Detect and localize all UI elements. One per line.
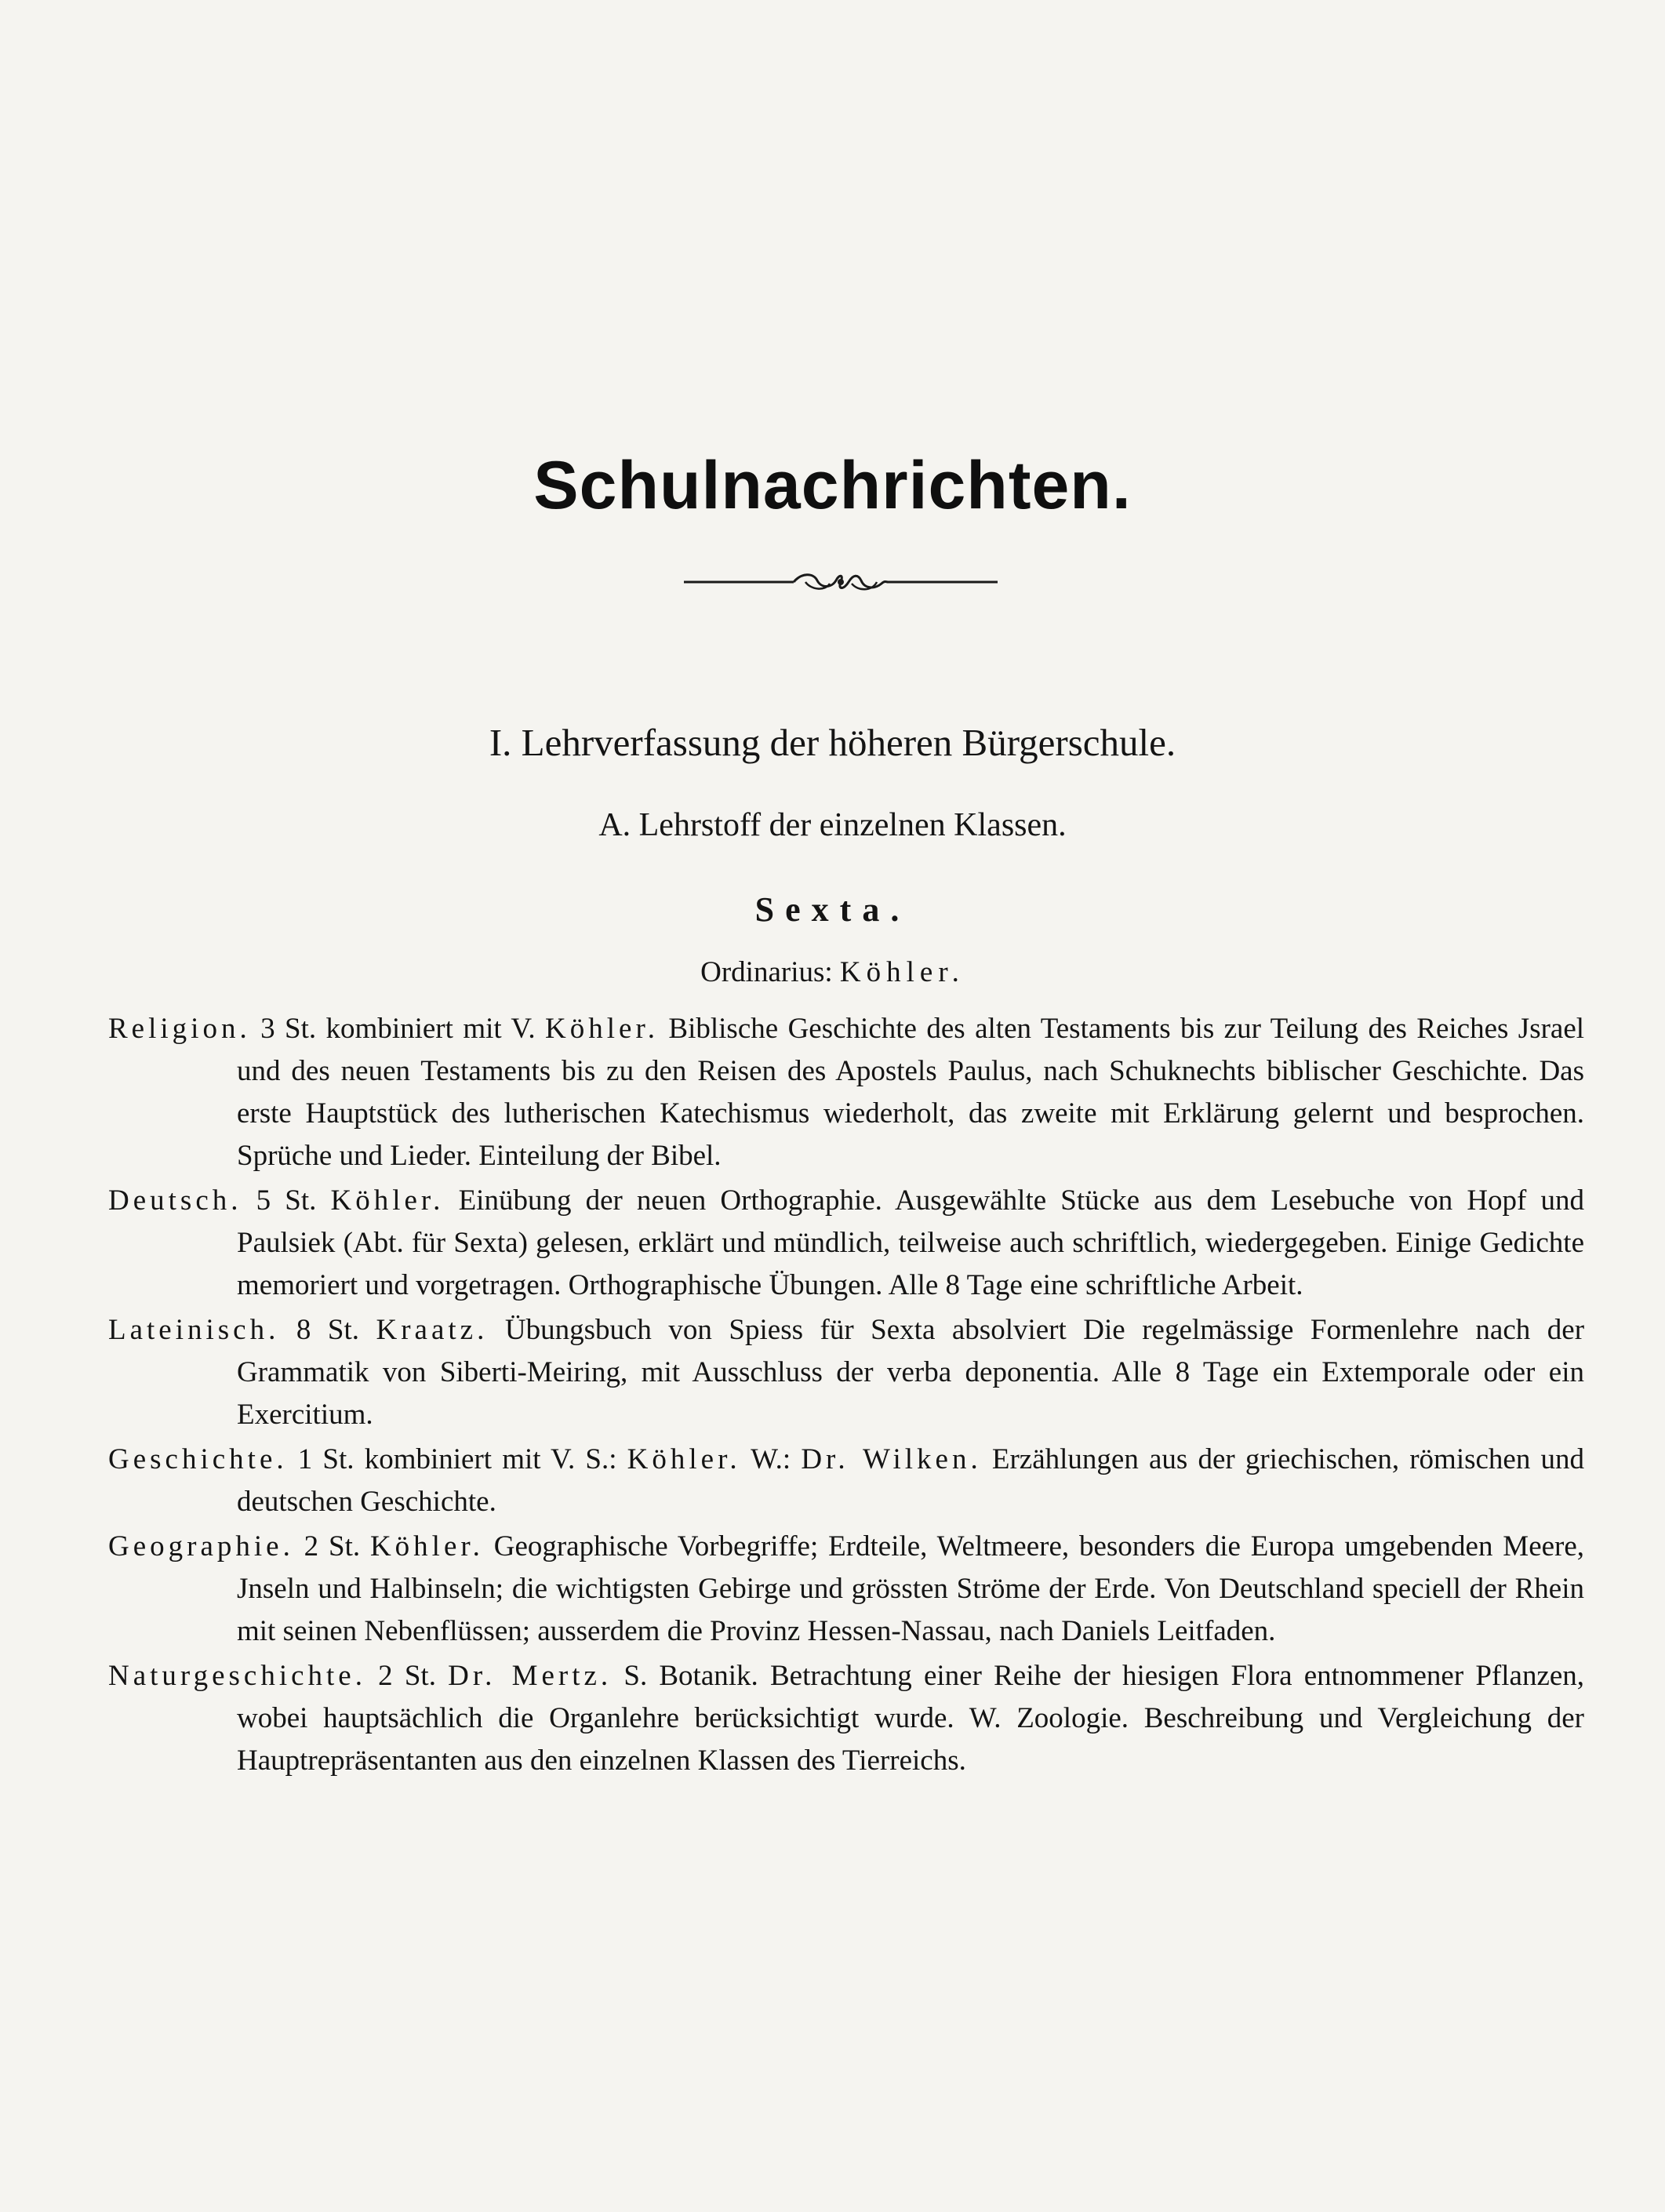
subject-name: Geographie. [108, 1530, 294, 1563]
section-heading: I. Lehrverfassung der höheren Bürgerschule. [489, 721, 1176, 764]
page-title: Schulnachrichten. [533, 448, 1132, 523]
subject-teacher: Köhler. [369, 1530, 484, 1563]
subject-text: Erzählungen aus der griechischen, römischen und deutschen Geschichte. [237, 1443, 1585, 1518]
subject-hours: 8 St. [296, 1314, 359, 1346]
subject-s-label: S.: [585, 1443, 617, 1475]
subject-text: Biblische Geschichte des alten Testaments bis zur Teilung des Reiches Jsrael und des neuen Testaments bis zu den Reisen des Apostels Paulus, nach Schuknechts biblischer Geschichte. Das erste Hauptstück des lutherischen Katechismus wiederholt, das zweite mit Erklärung gelernt und besprochen. Sprüche und Lieder. Einteilung der Bibel. [237, 1013, 1585, 1172]
subject-entry-lateinisch [108, 1309, 1584, 1436]
subject-text: S. Botanik. Betrachtung einer Reihe der hiesigen Flora entnommener Pflanzen, wobei hauptsächlich die Organlehre berücksichtigt wurde. W. Zoologie. Beschreibung und Vergleichung der Hauptrepräsentanten aus den einzelnen Klassen des Tierreichs. [237, 1660, 1585, 1777]
subject-list [108, 1008, 1584, 1785]
subject-hours: 3 St. kombiniert mit V. [260, 1013, 536, 1045]
subsection-heading: A. Lehrstoff der einzelnen Klassen. [598, 807, 1067, 843]
subject-teacher: Köhler. [330, 1184, 445, 1217]
ordinarius-label: Ordinarius: [700, 956, 833, 988]
subject-name: Geschichte. [108, 1443, 288, 1475]
subject-name: Religion. [108, 1013, 251, 1045]
subject-teacher: Dr. Mertz. [448, 1660, 613, 1692]
subject-hours: 5 St. [256, 1184, 317, 1217]
subject-hours: 2 St. [378, 1660, 436, 1692]
class-heading: Sexta. [754, 890, 911, 929]
subject-teacher: Köhler. [545, 1013, 659, 1045]
subject-name: Naturgeschichte. [108, 1660, 366, 1692]
ordinarius-line [0, 955, 1665, 989]
subject-entry-geographie [108, 1526, 1584, 1653]
subject-entry-geschichte [108, 1439, 1584, 1523]
subject-w-label: W.: [751, 1443, 791, 1475]
subject-hours: 2 St. [304, 1530, 361, 1563]
subject-hours: 1 St. kombiniert mit V. [297, 1443, 576, 1475]
subject-text: Einübung der neuen Orthographie. Ausgewählte Stücke aus dem Lesebuche von Hopf und Paulsiek (Abt. für Sexta) gelesen, erklärt und mündlich, teilweise auch schriftlich, wiedergegeben. Einige Gedichte memoriert und vorgetragen. Orthographische Übungen. Alle 8 Tage eine schriftliche Arbeit. [237, 1184, 1584, 1301]
subject-w-teacher: Dr. Wilken. [801, 1443, 982, 1475]
ordinarius-name: Köhler. [839, 956, 965, 988]
subject-s-teacher: Köhler. [627, 1443, 741, 1475]
subject-name: Deutsch. [108, 1184, 242, 1217]
subject-text: Geographische Vorbegriffe; Erdteile, Weltmeere, besonders die Europa umgebenden Meere, Jnseln und Halbinseln; die wichtigsten Gebirge und grössten Ströme der Erde. Von Deutschland speciell der Rhein mit seinen Nebenflüssen; ausserdem die Provinz Hessen-Nassau, nach Daniels Leitfaden. [237, 1530, 1585, 1647]
subject-entry-naturgeschichte [108, 1655, 1584, 1782]
subject-entry-deutsch [108, 1180, 1584, 1307]
subject-teacher: Kraatz. [376, 1314, 489, 1346]
subject-text: Übungsbuch von Spiess für Sexta absolviert Die regelmässige Formenlehre nach der Grammatik von Siberti-Meiring, mit Ausschluss der verba deponentia. Alle 8 Tage ein Extemporale oder ein Exercitium. [237, 1314, 1585, 1431]
subject-name: Lateinisch. [108, 1314, 280, 1346]
ornament-divider-icon [676, 566, 1005, 598]
subject-entry-religion [108, 1008, 1584, 1177]
